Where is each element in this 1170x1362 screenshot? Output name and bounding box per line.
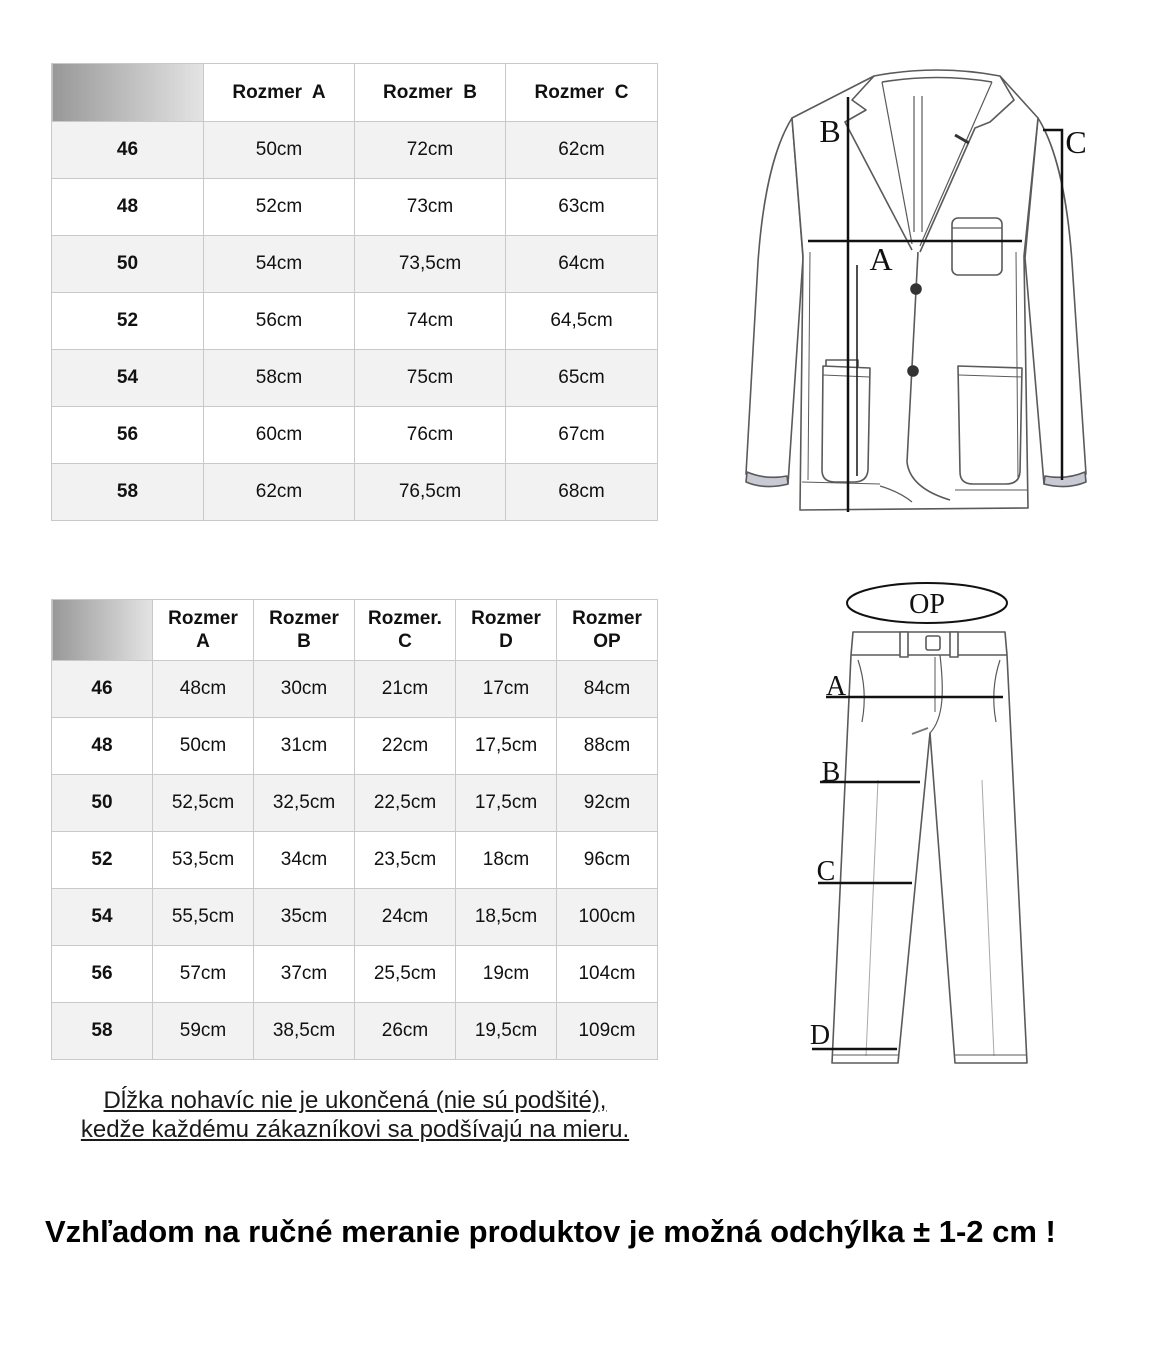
- measurement-cell: 21cm: [355, 661, 456, 718]
- measurement-cell: 88cm: [557, 718, 658, 775]
- pants-waist-tab: [926, 636, 940, 650]
- measurement-cell: 50cm: [153, 718, 254, 775]
- measurement-cell: 62cm: [204, 464, 355, 521]
- column-header: Rozmer A: [204, 64, 355, 122]
- table-row: [52, 889, 658, 946]
- table-row: [52, 718, 658, 775]
- measurement-cell: 68cm: [506, 464, 658, 521]
- measurement-cell: 18,5cm: [456, 889, 557, 946]
- jacket-right-sleeve: [1025, 118, 1086, 486]
- jacket-drawing: [746, 70, 1086, 510]
- size-cell: 46: [52, 661, 153, 718]
- jacket-right-pocket: [958, 366, 1022, 484]
- measurement-cell: 22cm: [355, 718, 456, 775]
- jacket-left-pocket: [822, 366, 870, 482]
- pants-belt-loop: [950, 632, 958, 657]
- measurement-cell: 56cm: [204, 293, 355, 350]
- table-row: [52, 661, 658, 718]
- measurement-cell: 76cm: [355, 407, 506, 464]
- measurement-cell: 38,5cm: [254, 1003, 355, 1060]
- header-row: [52, 64, 658, 122]
- measurement-cell: 23,5cm: [355, 832, 456, 889]
- measurement-cell: 100cm: [557, 889, 658, 946]
- measurement-cell: 62cm: [506, 122, 658, 179]
- pants-label-a: A: [825, 671, 847, 702]
- size-cell: 58: [52, 464, 204, 521]
- pants-label-c: C: [816, 856, 836, 887]
- measurement-cell: 48cm: [153, 661, 254, 718]
- column-header: Rozmer C: [506, 64, 658, 122]
- column-header: Rozmer B: [355, 64, 506, 122]
- measurement-disclaimer: Vzhľadom na ručné meranie produktov je možná odchýlka ± 1-2 cm !: [45, 1214, 1056, 1249]
- measurement-cell: 31cm: [254, 718, 355, 775]
- size-cell: 58: [52, 1003, 153, 1060]
- measurement-cell: 64cm: [506, 236, 658, 293]
- measurement-cell: 25,5cm: [355, 946, 456, 1003]
- measurement-cell: 72cm: [355, 122, 506, 179]
- column-header: Rozmer A: [153, 600, 254, 661]
- size-cell: 54: [52, 350, 204, 407]
- measurement-cell: 17,5cm: [456, 718, 557, 775]
- measurement-cell: 52,5cm: [153, 775, 254, 832]
- column-header: Rozmer D: [456, 600, 557, 661]
- header-corner-cell: [52, 64, 204, 122]
- table-row: [52, 832, 658, 889]
- column-header: Rozmer B: [254, 600, 355, 661]
- pants-label-op: OP: [909, 589, 945, 620]
- measurement-cell: 63cm: [506, 179, 658, 236]
- measurement-cell: 50cm: [204, 122, 355, 179]
- measurement-cell: 52cm: [204, 179, 355, 236]
- pants-label-d: D: [809, 1020, 831, 1051]
- table-row: [52, 407, 658, 464]
- measurement-cell: 34cm: [254, 832, 355, 889]
- jacket-label-a: A: [869, 241, 893, 277]
- size-cell: 50: [52, 775, 153, 832]
- measurement-cell: 64,5cm: [506, 293, 658, 350]
- table-row: [52, 236, 658, 293]
- size-cell: 48: [52, 718, 153, 775]
- table-row: [52, 350, 658, 407]
- table-row: [52, 464, 658, 521]
- measurement-cell: 18cm: [456, 832, 557, 889]
- measurement-cell: 73,5cm: [355, 236, 506, 293]
- size-cell: 48: [52, 179, 204, 236]
- jacket-chest-pocket: [952, 218, 1002, 275]
- pants-label-b: B: [821, 757, 841, 788]
- measurement-cell: 59cm: [153, 1003, 254, 1060]
- measurement-cell: 73cm: [355, 179, 506, 236]
- measurement-cell: 58cm: [204, 350, 355, 407]
- measurement-cell: 22,5cm: [355, 775, 456, 832]
- measurement-cell: 104cm: [557, 946, 658, 1003]
- measurement-cell: 75cm: [355, 350, 506, 407]
- measurement-cell: 19,5cm: [456, 1003, 557, 1060]
- table-row: [52, 179, 658, 236]
- measurement-cell: 109cm: [557, 1003, 658, 1060]
- pants-belt-loop: [900, 632, 908, 657]
- note-line-1: Dĺžka nohavíc nie je ukončená (nie sú podšité),: [103, 1087, 607, 1114]
- table-row: [52, 293, 658, 350]
- size-cell: 52: [52, 293, 204, 350]
- size-cell: 46: [52, 122, 204, 179]
- jacket-label-c: C: [1065, 124, 1087, 160]
- jacket-diagram: [720, 55, 1110, 525]
- jacket-button: [911, 284, 921, 294]
- size-cell: 54: [52, 889, 153, 946]
- measurement-cell: 30cm: [254, 661, 355, 718]
- measurement-cell: 53,5cm: [153, 832, 254, 889]
- measurement-cell: 96cm: [557, 832, 658, 889]
- jacket-left-sleeve: [746, 118, 803, 486]
- measurement-cell: 35cm: [254, 889, 355, 946]
- table-row: [52, 775, 658, 832]
- measurement-cell: 54cm: [204, 236, 355, 293]
- column-header: Rozmer OP: [557, 600, 658, 661]
- measurement-cell: 17cm: [456, 661, 557, 718]
- measurement-cell: 60cm: [204, 407, 355, 464]
- size-cell: 56: [52, 407, 204, 464]
- table-row: [52, 946, 658, 1003]
- jacket-label-b: B: [819, 113, 841, 149]
- measurement-cell: 55,5cm: [153, 889, 254, 946]
- measurement-cell: 84cm: [557, 661, 658, 718]
- measurement-cell: 26cm: [355, 1003, 456, 1060]
- measurement-cell: 74cm: [355, 293, 506, 350]
- jacket-size-table: [51, 63, 658, 521]
- table-row: [52, 1003, 658, 1060]
- measurement-cell: 65cm: [506, 350, 658, 407]
- header-row: [52, 600, 658, 661]
- measurement-cell: 17,5cm: [456, 775, 557, 832]
- header-corner-cell: [52, 600, 153, 661]
- measurement-cell: 92cm: [557, 775, 658, 832]
- measurement-cell: 19cm: [456, 946, 557, 1003]
- note-line-2: kedže každému zákazníkovi sa podšívajú na mieru.: [80, 1116, 630, 1143]
- trousers-length-note: [51, 1086, 659, 1144]
- pants-size-table: [51, 599, 658, 1060]
- table-row: [52, 122, 658, 179]
- size-cell: 52: [52, 832, 153, 889]
- column-header: Rozmer. C: [355, 600, 456, 661]
- size-cell: 50: [52, 236, 204, 293]
- jacket-button: [908, 366, 918, 376]
- measurement-cell: 37cm: [254, 946, 355, 1003]
- measurement-cell: 76,5cm: [355, 464, 506, 521]
- measurement-cell: 67cm: [506, 407, 658, 464]
- size-cell: 56: [52, 946, 153, 1003]
- measurement-cell: 57cm: [153, 946, 254, 1003]
- measurement-cell: 24cm: [355, 889, 456, 946]
- measurement-cell: 32,5cm: [254, 775, 355, 832]
- pants-diagram: [790, 575, 1050, 1075]
